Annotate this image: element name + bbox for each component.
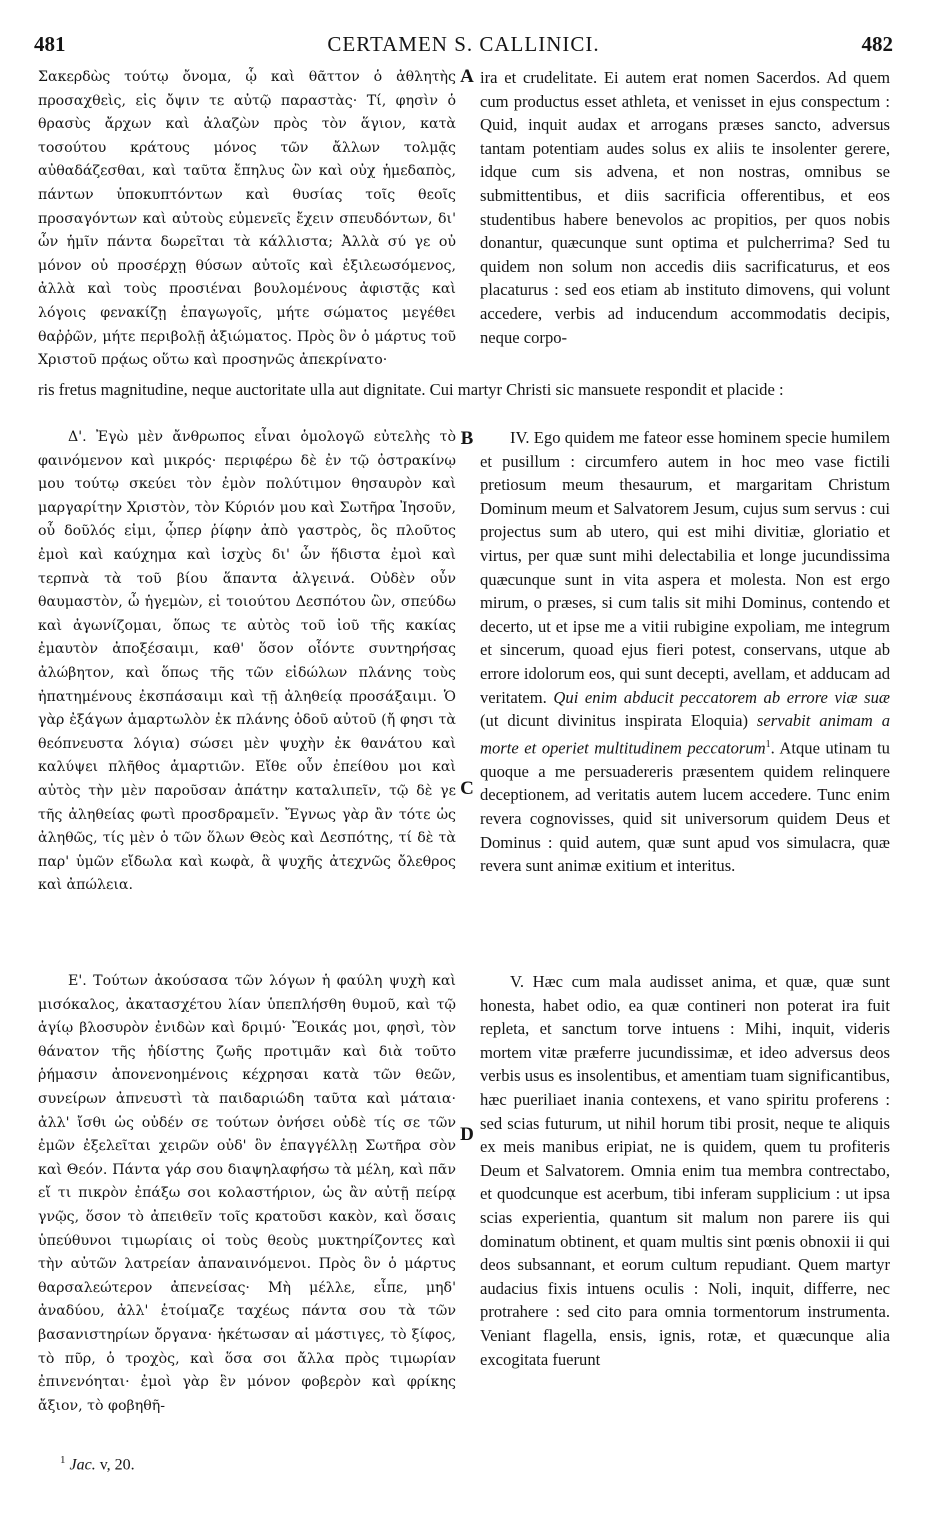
full-width-line: ris fretus magnitudine, neque auctoritate ulla aut dignitate. Cui martyr Christi sic mansuete respondit et placide : xyxy=(38,380,784,399)
scripture-quote: servabit animam a morte et operiet multitudinem peccatorum xyxy=(480,711,890,758)
latin-text: IV. Ego quidem me fateor esse hominem specie humilem et pusillum : circumfero autem in hoc meo vase fictili pretiosum meum thesaurum, et margaritam Christum Dominum meum et Salvatorem Jesum, cujus sum servus : cui projectus sum ab utero, qui est mihi divitiæ, gloriatio et virtus, per quæ sunt mihi delectabilia et longe jucundissima quæcunque sunt in vita aspera et molesta. Non est ergo mirum, o præses, si cum talis sit mihi Dominus, contendo et decerto, ut et ipse me a vitii rubigine expoliam, me integrum et sincerum, quoad ejus fieri potest, conservans, utque ab errore idolorum eos, qui sunt decepti, avellam, et adducam ad veritatem. xyxy=(480,428,890,707)
greek-paragraph: Δ'. Ἐγὼ μὲν ἄνθρωπος εἶναι ὁμολογῶ εὐτελὴς τὸ φαινόμενον καὶ μικρός· περιφέρω δὲ ἐν τῷ ὀστρακίνῳ μου τούτῳ σκεύει τὸν ἐμὸν πολύτιμον θησαυρὸν καὶ μαργαρίτην Χριστὸν, τὸν Κύριόν μου καὶ Σωτῆρα Ἰησοῦν, οὗ δοῦλός εἰμι, ᾧπερ ῥίφην ἀπὸ γαστρὸς, ὃς πλοῦτος ἐμοὶ καὶ καύχημα καὶ ἰσχὺς δι' ὧν ἥδιστα ἐμοὶ καὶ τερπνὰ τὰ τοῦ βίου ἅπαντα ἀλγεινά. Οὐδὲν οὖν θαυμαστὸν, ὦ ἡγεμὼν, εἰ τοιούτου Δεσπότου ὢν, σπεύδω καὶ ἀγωνίζομαι, ὅπως τε αὐτὸς τοῦ ἰοῦ τῆς κακίας ἐμαυτὸν ἀποξέσαιμι, καθ' ὅσον οἷόντε συντηρήσας ἀλώβητον, καὶ ὅπως τῆς τῶν εἰδώλων πλάνης τοὺς ἠπατημένους ἐκσπάσαιμι καὶ τῇ ἀληθείᾳ προσάξαιμι. Ὁ γὰρ ἐξάγων ἁμαρτωλὸν ἐκ πλάνης ὁδοῦ αὐτοῦ (ἤ φησι τὰ θεόπνευστα λόγια) σώσει μὲν ψυχὴν ἐκ θανάτου καὶ καλύψει πλῆθος ἁμαρτιῶν. Εἴθε οὖν ἐπείθου μοι καὶ αὐτὸς τὴν μὲν παροῦσαν ἀπάτην καταλιπεῖν, τῷ δὲ γε τῆς ἀληθείας φωτὶ προσδραμεῖν. Ἔγνως γὰρ ἂν τότε ὡς ἀληθῶς, τίς μὲν ὁ τῶν ὅλων Θεὸς καὶ Δεσπότης, τί δὲ τὰ παρ' ὑμῶν εἴδωλα καὶ κωφὰ, ἃ ψυχῆς ἀτεχνῶς ὄλεθρος καὶ ἀπώλεια. xyxy=(38,429,456,894)
latin-column-section-3 xyxy=(480,970,890,1371)
page-number-left: 481 xyxy=(34,32,66,56)
latin-column-section-1 xyxy=(480,66,890,349)
footnote xyxy=(60,1454,135,1474)
greek-paragraph: Ε'. Τούτων ἀκούσασα τῶν λόγων ἡ φαύλη ψυχὴ καὶ μισόκαλος, ἀκατασχέτου λίαν ὑπεπλήσθη θυμοῦ, καὶ τῷ ἁγίῳ βλοσυρὸν ἐνιδὼν καὶ δριμύ· Ἔοικάς μοι, φησὶ, τὸν θάνατον τῆς ἡδίστης ζωῆς προτιμᾶν καὶ διὰ τοῦτο ῥήμασιν ἀπονενοημένοις κέχρησαι κατὰ τῶν θεῶν, συνείρων ἀπνευστὶ τὰ παιδαριώδη ταῦτα καὶ μάταια· ἀλλ' ἴσθι ὡς οὐδέν σε τούτων ὀνήσει οὐδὲ τίς σε τῶν ἐμῶν ἐξελεῖται χειρῶν οὐδ' ὃν ἐπαγγέλλῃ Σωτῆρα σὸν καὶ Θεόν. Πάντα γάρ σου διαψηλαφήσω τὰ μέλη, καὶ πᾶν εἴ τι πικρὸν ἐπάξω σοι κολαστήριον, ὡς ἂν αὐτῇ πείρᾳ γνῷς, ὅσον τὸ ἀπειθεῖν τοῖς κρατοῦσι κακὸν, καὶ ὅσαις ὑπεύθυνοι τιμωρίαις οἱ τοὺς θεοὺς μυκτηρίζοντες καὶ τὴν αὐτῶν λατρείαν ἀπαναινόμενοι. Πρὸς ὃν ὁ μάρτυς θαρσαλεώτερον ἀπενείσας· Μὴ μέλλε, εἶπε, μηδ' ἀναδύου, ἀλλ' ἑτοίμαζε ταχέως πάντα σου τὰ τῶν βασανιστηρίων ὄργανα· ἡκέτωσαν αἱ μάστιγες, τὸ ξίφος, τὸ πῦρ, ὁ τροχὸς, καὶ ὅσα σοι ἄλλα πρὸς τιμωρίαν ἐπινενόηται· ἐμοὶ γὰρ ἓν μόνον φοβερὸν καὶ φρίκης ἄξιον, τὸ φοβηθῆ- xyxy=(38,973,456,1414)
page-number-right: 482 xyxy=(861,32,893,56)
latin-text: (ut dicunt divinitus inspirata Eloquia) xyxy=(480,711,748,731)
latin-column-section-2 xyxy=(480,426,890,878)
greek-column-section-1 xyxy=(38,66,456,373)
greek-paragraph: Σακερδὼς τούτῳ ὄνομα, ᾧ καὶ θᾶττον ὁ ἀθλητὴς προσαχθεὶς, εἰς ὄψιν τε αὐτῷ παραστὰς· Τί, φησὶν ὁ θρασὺς ἄρχων καὶ ἀλαζὼν πρὸς τὸν ἅγιον, κατὰ τοσούτου κράτους μόνος τῶν ἄλλων τολμᾷς αὐθαδάζεσθαι, καὶ ταῦτα ἔπηλυς ὢν καὶ οὐχ ἡμεδαπὸς, πάντων ὑποκυπτόντων καὶ θυσίας τοῖς θεοῖς προσαγόντων καὶ αὐτοὺς εὐμενεῖς ἔχειν σπευδόντων, δι' ὧν ἡμῖν πάντα δωρεῖται τὰ κάλλιστα; Ἀλλὰ σύ γε οὐ μόνον οὐ προσέρχῃ θύσων αὐτοῖς καὶ ἐξιλεωσόμενος, ἀλλὰ καὶ τοὺς προσιέναι βουλομένους ἀφιστᾷς καὶ λόγοις φενακίζῃ ἐπαγωγοῖς, μήτε σώματος μεγέθει θαῤῥῶν, μήτε περιβολῇ ἀξιώματος. Πρὸς ὃν ὁ μάρτυς τοῦ Χριστοῦ πρᾴως οὕτω καὶ προσηνῶς ἀπεκρίνατο· xyxy=(38,69,456,369)
scripture-quote: Qui enim abducit peccatorem ab errore viæ suæ xyxy=(553,687,890,707)
latin-paragraph: ira et crudelitate. Ei autem erat nomen Sacerdos. Ad quem cum productus esset athleta, et venisset in ejus conspectum : Quid, inquit audax et arrogans præses sancto, adversus tantam potentiam audes solus ex aliis te insolenter gerere, idque cum sis advena, et non nostras, omnibus se submittentibus, et diis sacrificia offerentibus, et eos studentibus habere benevolos ac propitios, per quos nobis donantur, quæcunque sunt optima et pulcherrima? Sed tu quidem non solum non accedis diis sacrificaturus, et eos placaturus : sed eos etiam ab instituto dimovens, qui volunt accedere, verbis ad inducendum accommodatis decipis, neque corpo- xyxy=(480,68,890,347)
page-header xyxy=(34,32,893,60)
latin-text: . Atque utinam tu quoque a me persuadereris præsentem quidem relinquere deceptionem, ad veritatis autem lucem accedere. Tunc enim revera cognovisses, quid sit universorum quidem Deus et Dominus : quid autem, quæ sunt apud vos simulacra, quæ revera sunt animæ exitium et interitus. xyxy=(480,738,890,876)
margin-letter-c: C xyxy=(460,778,474,799)
latin-paragraph xyxy=(480,426,890,878)
margin-letter-a: A xyxy=(460,66,474,87)
footnote-location: v, 20. xyxy=(99,1456,135,1474)
footnote-mark: 1 xyxy=(60,1454,66,1466)
running-title: CERTAMEN S. CALLINICI. xyxy=(327,32,600,56)
margin-letter-d: D xyxy=(460,1124,474,1145)
latin-paragraph: V. Hæc cum mala audisset anima, et quæ, quæ sunt honesta, habet odio, ea quæ contineri non poterat ira fuit repleta, et sanctum torve intuens : Mihi, inquit, videris mortem vitæ præferre jucundissimæ, et ideo adversus deos verbis usus es insolentibus, et amentiam tuam significantibus, hæc pueriliaet inania contexens, et vano spiritu proferens : sed scias futurum, ut nihil horum tibi prosit, neque te aliquis ex meis manibus eripiat, ne is quidem, quem tu profiteris Deum et Salvatorem. Omnia enim tua membra contrectabo, et quodcunque est acerbum, tibi inferam supplicium : ut ipsa scias experientia, quantum sit malum non parere iis qui dominatum obtinent, et quam multis sint pœnis obnoxii ii qui deos subsannant, et eorum cultum repudiant. Quem martyr audacius fixis intuens oculis : Noli, inquit, differre, nec protrahere : sed cito para omnia tormentorum instrumenta. Veniant flagella, ensis, ignis, rotæ, et quæcunque alia excogitata fuerunt xyxy=(480,972,890,1369)
footnote-marker: 1 xyxy=(765,738,771,750)
footnote-ref: Jac. xyxy=(69,1456,96,1474)
greek-column-section-3 xyxy=(38,970,456,1418)
margin-letter-b: B xyxy=(460,428,474,449)
greek-column-section-2 xyxy=(38,426,456,898)
